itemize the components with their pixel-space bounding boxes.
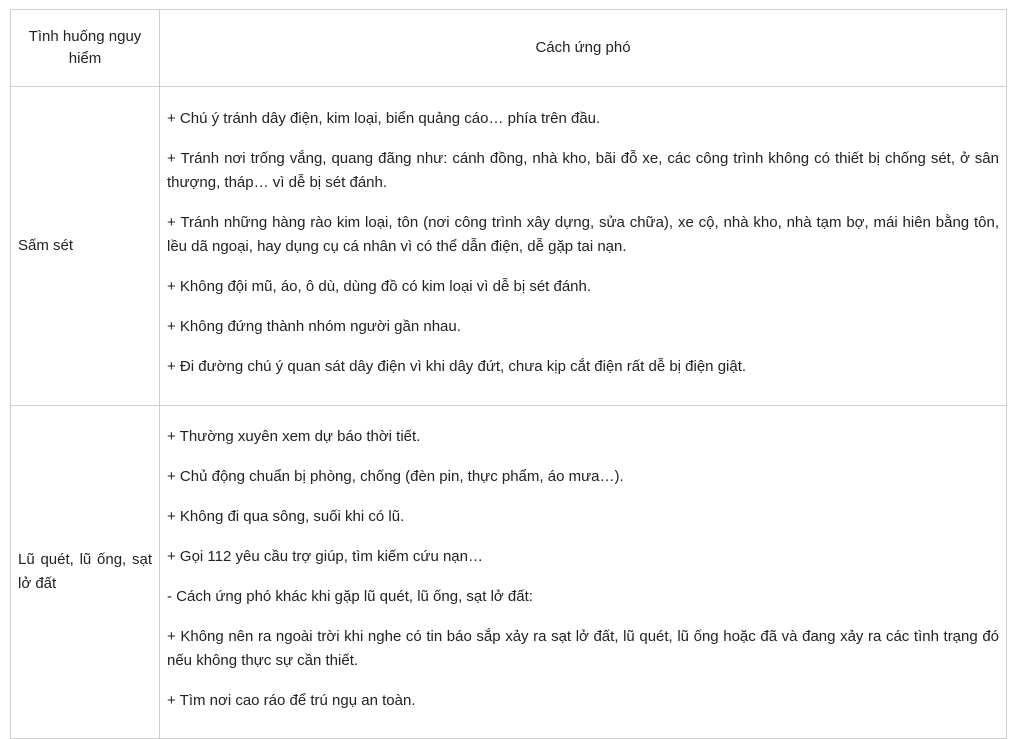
header-response: Cách ứng phó <box>160 10 1007 87</box>
situation-cell: Sấm sét <box>11 87 160 406</box>
response-item: - Cách ứng phó khác khi gặp lũ quét, lũ ống, sạt lở đất: <box>167 588 533 605</box>
response-item: + Gọi 112 yêu cầu trợ giúp, tìm kiếm cứu nạn… <box>167 548 483 565</box>
situation-cell: Lũ quét, lũ ống, sạt lở đất <box>11 406 160 739</box>
response-item: + Tránh những hàng rào kim loại, tôn (nơi công trình xây dựng, sửa chữa), xe cộ, nhà kho, nhà tạm bợ, mái hiên bằng tôn, lều dã ngoại, hay dụng cụ cá nhân vì có thể dẫn điện, dễ gặp tai nạn. <box>167 214 999 255</box>
table-body <box>11 87 1007 739</box>
table-row-flood <box>11 406 1007 739</box>
response-item: + Thường xuyên xem dự báo thời tiết. <box>167 428 421 445</box>
response-cell <box>160 87 1007 406</box>
response-item: + Không đội mũ, áo, ô dù, dùng đồ có kim loại vì dễ bị sét đánh. <box>167 278 592 295</box>
response-item: + Không nên ra ngoài trời khi nghe có tin báo sắp xảy ra sạt lở đất, lũ quét, lũ ống hoặc đã và đang xảy ra các tình trạng đó nếu không thực sự cần thiết. <box>167 628 999 669</box>
table-row-lightning <box>11 87 1007 406</box>
response-item: + Không đi qua sông, suối khi có lũ. <box>167 508 405 525</box>
response-item: + Tìm nơi cao ráo để trú ngụ an toàn. <box>167 692 416 709</box>
danger-response-table <box>10 9 1007 739</box>
response-item: + Tránh nơi trống vắng, quang đãng như: cánh đồng, nhà kho, bãi đỗ xe, các công trình không có thiết bị chống sét, ở sân thượng, tháp… vì dễ bị sét đánh. <box>167 150 999 191</box>
response-item: + Đi đường chú ý quan sát dây điện vì khi dây đứt, chưa kịp cắt điện rất dễ bị điện giật. <box>167 358 747 375</box>
header-situation: Tình huống nguy hiểm <box>11 10 160 87</box>
table-header <box>11 10 1007 87</box>
response-cell <box>160 406 1007 739</box>
response-item: + Chủ động chuẩn bị phòng, chống (đèn pin, thực phẩm, áo mưa…). <box>167 468 624 485</box>
header-row <box>11 10 1007 87</box>
response-item: + Chú ý tránh dây điện, kim loại, biển quảng cáo… phía trên đầu. <box>167 110 601 127</box>
response-item: + Không đứng thành nhóm người gần nhau. <box>167 318 461 335</box>
